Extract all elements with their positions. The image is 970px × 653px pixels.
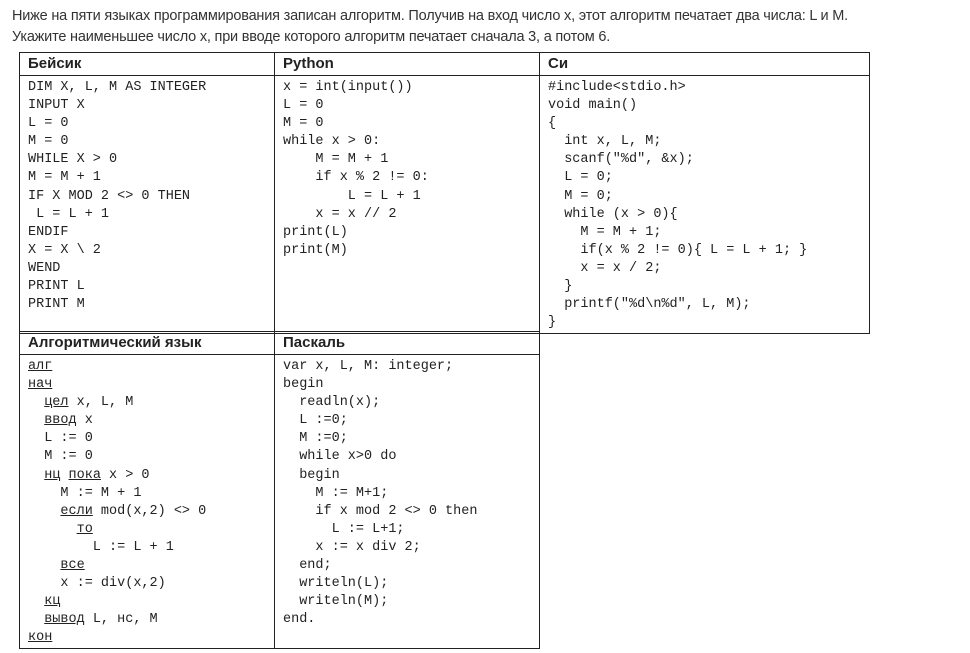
code-table-bottom: [19, 331, 540, 649]
code-line: M = M + 1;: [548, 224, 662, 240]
keyword: цел: [44, 395, 69, 411]
code-line: print(M): [283, 242, 348, 258]
code-line: if x mod 2 <> 0 then: [283, 503, 478, 519]
code-line: if x % 2 != 0:: [283, 170, 429, 186]
code-line: L = L + 1: [283, 188, 421, 204]
code-python: [275, 76, 540, 334]
code-line: [28, 611, 266, 629]
code-line: [28, 412, 266, 430]
code-line: end;: [283, 558, 332, 574]
code-line: readln(x);: [283, 395, 381, 411]
code-text: [28, 395, 44, 410]
keyword: если: [60, 503, 93, 519]
code-line: end.: [283, 612, 316, 628]
code-line: [28, 575, 266, 593]
code-text: M := M + 1: [28, 485, 142, 501]
code-line: M := M+1;: [283, 485, 389, 501]
keyword: нач: [28, 377, 53, 393]
task-line-1: Ниже на пяти языках программирования записан алгоритм. Получив на вход число x, этот алгоритм печатает два числа: L и M.: [12, 8, 848, 24]
code-line: [28, 394, 266, 412]
code-line: printf("%d\n%d", L, M);: [548, 297, 751, 313]
keyword: кон: [28, 630, 53, 646]
keyword: нц: [44, 467, 61, 483]
code-line: L = 0: [283, 98, 324, 114]
code-text: M := 0: [28, 449, 93, 465]
code-basic: [20, 76, 275, 334]
code-line: M :=0;: [283, 431, 348, 447]
code-line: [28, 430, 266, 448]
code-line: L = L + 1: [28, 206, 110, 222]
code-text: [28, 612, 44, 627]
header-alg: Алгоритмический язык: [20, 332, 275, 355]
code-line: #include<stdio.h>: [548, 80, 686, 95]
keyword: кц: [44, 594, 61, 610]
code-line: [28, 503, 266, 521]
keyword: все: [60, 558, 85, 574]
code-text: L := L + 1: [28, 539, 174, 555]
code-line: x = int(input()): [283, 80, 413, 95]
code-text: [28, 558, 60, 573]
code-line: [28, 629, 266, 647]
task-line-2: Укажите наименьшее число x, при вводе которого алгоритм печатает сначала 3, а потом 6.: [12, 29, 611, 45]
code-text: L, нс, M: [84, 612, 158, 628]
code-line: void main(): [548, 98, 638, 114]
code-line: x = x // 2: [283, 206, 397, 222]
code-line: L :=0;: [283, 413, 348, 429]
keyword: алг: [28, 359, 53, 374]
code-text: [60, 468, 68, 483]
code-line: X = X \ 2: [28, 242, 101, 258]
code-line: WHILE X > 0: [28, 152, 118, 168]
code-line: }: [548, 279, 573, 295]
code-line: x = x / 2;: [548, 260, 662, 276]
code-line: L = 0: [28, 116, 69, 132]
code-alg: [20, 355, 275, 649]
keyword: вывод: [44, 612, 85, 628]
code-text: [28, 594, 44, 609]
code-line: PRINT M: [28, 297, 85, 313]
code-line: if(x % 2 != 0){ L = L + 1; }: [548, 242, 808, 258]
code-line: begin: [283, 467, 340, 483]
code-line: [28, 521, 266, 539]
code-c: [540, 76, 870, 334]
code-line: DIM X, L, M AS INTEGER: [28, 80, 207, 95]
code-text: x, L, M: [68, 395, 134, 411]
code-line: M = 0: [283, 116, 324, 132]
code-line: [28, 539, 266, 557]
code-line: x := x div 2;: [283, 539, 421, 555]
code-line: M = M + 1: [28, 170, 101, 186]
header-python: Python: [275, 53, 540, 76]
code-line: L = 0;: [548, 170, 613, 186]
code-line: [28, 467, 266, 485]
code-line: M = M + 1: [283, 152, 389, 168]
code-table-top: [19, 52, 870, 334]
code-line: ENDIF: [28, 224, 69, 240]
code-line: [28, 448, 266, 466]
code-line: print(L): [283, 224, 348, 240]
code-line: {: [548, 116, 557, 132]
code-line: IF X MOD 2 <> 0 THEN: [28, 188, 191, 204]
code-line: scanf("%d", &x);: [548, 152, 694, 168]
code-line: [28, 376, 266, 394]
code-line: PRINT L: [28, 279, 85, 295]
code-line: WEND: [28, 260, 61, 276]
code-text: [28, 504, 60, 519]
code-line: begin: [283, 377, 324, 393]
header-pascal: Паскаль: [275, 332, 540, 355]
code-line: var x, L, M: integer;: [283, 359, 454, 374]
code-line: [28, 485, 266, 503]
code-line: M = 0;: [548, 188, 613, 204]
code-line: L := L+1;: [283, 521, 405, 537]
code-text: L := 0: [28, 431, 93, 447]
code-line: writeln(L);: [283, 576, 389, 592]
code-line: [28, 593, 266, 611]
header-basic: Бейсик: [20, 53, 275, 76]
code-line: [28, 557, 266, 575]
code-line: int x, L, M;: [548, 134, 662, 150]
code-text: mod(x,2) <> 0: [92, 503, 207, 519]
keyword: то: [76, 521, 93, 537]
keyword: ввод: [44, 413, 77, 429]
keyword: пока: [68, 467, 101, 483]
code-line: }: [548, 315, 557, 331]
code-line: while x>0 do: [283, 449, 397, 465]
code-pascal: [275, 355, 540, 649]
code-line: M = 0: [28, 134, 69, 150]
code-line: INPUT X: [28, 98, 85, 114]
code-text: x: [76, 413, 93, 429]
code-line: writeln(M);: [283, 594, 389, 610]
header-c: Си: [540, 53, 870, 76]
code-line: while (x > 0){: [548, 206, 678, 222]
code-text: x := div(x,2): [28, 576, 166, 592]
code-text: [28, 413, 44, 428]
code-line: while x > 0:: [283, 134, 381, 150]
code-text: [28, 522, 77, 537]
code-text: x > 0: [100, 467, 150, 483]
task-text: [12, 6, 848, 48]
code-line: [28, 358, 266, 376]
code-text: [28, 468, 44, 483]
